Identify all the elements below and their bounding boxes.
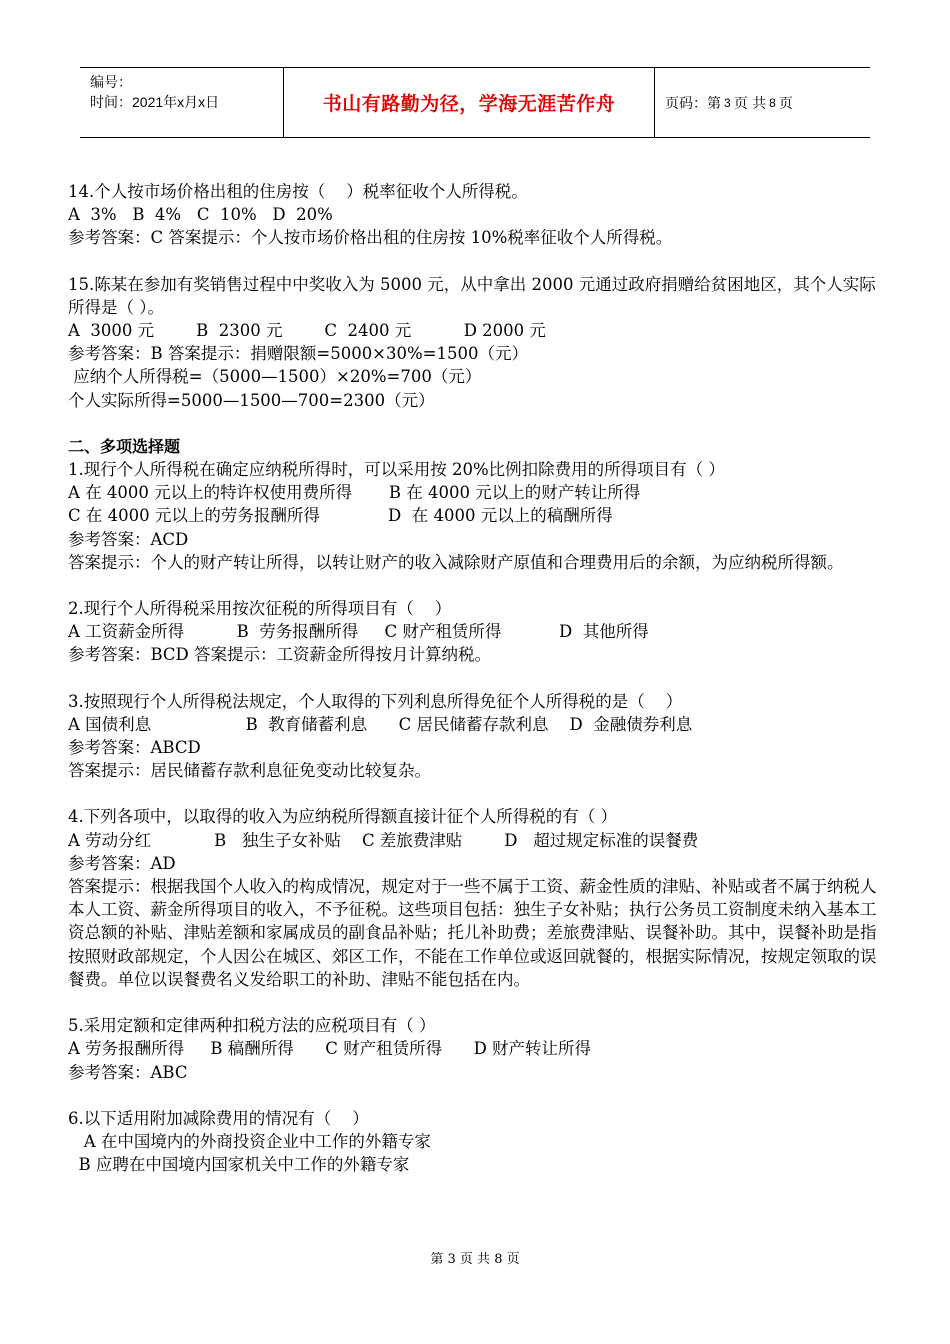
m2-options: A 工资薪金所得 B 劳务报酬所得 C 财产租赁所得 D 其他所得 <box>68 622 649 642</box>
q15-calc-income: 个人实际所得=5000—1500—700=2300（元） <box>68 390 435 410</box>
header-motto: 书山有路勤为径，学海无涯苦作舟 <box>322 93 616 115</box>
page-header <box>80 67 870 138</box>
page-total: 8 <box>769 95 776 110</box>
page-footer: 第 3 页 共 8 页 <box>430 1252 520 1267</box>
q15-answer: 参考答案：B 答案提示：捐赠限额=5000×30%=1500（元） <box>68 344 529 364</box>
q15-calc-tax: 应纳个人所得税=（5000—1500）×20%=700（元） <box>68 367 482 387</box>
page-mid: 页 共 <box>733 95 767 112</box>
q14-options: A 3% B 4% C 10% D 20% <box>68 205 333 225</box>
m1-options-ab: A 在 4000 元以上的特许权使用费所得 B 在 4000 元以上的财产转让所得 <box>68 483 641 503</box>
header-motto-cell <box>283 68 655 137</box>
q14-question: 14.个人按市场价格出租的住房按（ ）税率征收个人所得税。 <box>68 182 528 201</box>
m6-option-a: A 在中国境内的外商投资企业中工作的外籍专家 <box>68 1131 431 1151</box>
m1-answer: 参考答案：ACD <box>68 529 189 549</box>
m1-options-cd: C 在 4000 元以上的劳务报酬所得 D 在 4000 元以上的稿酬所得 <box>68 506 613 526</box>
q14-answer: 参考答案：C 答案提示：个人按市场价格出租的住房按 10%税率征收个人所得税。 <box>68 228 673 248</box>
m2-question: 2.现行个人所得税采用按次征税的所得项目有（ ） <box>68 599 452 619</box>
header-page-info <box>655 68 870 137</box>
m3-hint: 答案提示：居民储蓄存款利息征免变动比较复杂。 <box>68 761 431 781</box>
page-current: 3 <box>724 95 731 110</box>
m5-options: A 劳务报酬所得 B 稿酬所得 C 财产租赁所得 D 财产转让所得 <box>68 1039 592 1059</box>
page-prefix: 页码：第 <box>665 95 721 112</box>
document-time: 时间：2021年x月x日 <box>90 94 220 110</box>
m4-hint: 答案提示：根据我国个人收入的构成情况，规定对于一些不属于工资、薪金性质的津贴、补贴或者不属于纳税人本人工资、薪金所得项目的收入，不予征税。这些项目包括：独生子女补贴；执行公务员工资制度未纳入基本工资总额的补贴、津贴差额和家属成员的副食品补贴；托儿补助费；差旅费津贴、误餐补助。其中，误餐补助是指按照财政部规定，个人因公在城区、郊区工作，不能在工作单位或返回就餐的，根据实际情况，按规定领取的误餐费。单位以误餐费名义发给职工的补助、津贴不能包括在内。 <box>68 877 877 989</box>
m3-answer: 参考答案：ABCD <box>68 738 201 758</box>
m5-answer: 参考答案：ABC <box>68 1062 188 1082</box>
q15-question: 15.陈某在参加有奖销售过程中中奖收入为 5000 元，从中拿出 2000 元通过政府捐赠给贫困地区，其个人实际所得是（ ）。 <box>68 274 876 317</box>
m3-question: 3.按照现行个人所得税法规定，个人取得的下列利息所得免征个人所得税的是（ ） <box>68 691 683 711</box>
q15-options: A 3000 元 B 2300 元 C 2400 元 D 2000 元 <box>68 321 546 341</box>
m6-question: 6.以下适用附加减除费用的情况有（ ） <box>68 1108 369 1128</box>
m3-options: A 国债利息 B 教育储蓄利息 C 居民储蓄存款利息 D 金融债券利息 <box>68 714 693 734</box>
page-suffix: 页 <box>778 95 793 112</box>
m4-options: A 劳动分红 B 独生子女补贴 C 差旅费津贴 D 超过规定标准的误餐费 <box>68 830 699 850</box>
m1-hint: 答案提示：个人的财产转让所得，以转让财产的收入减除财产原值和合理费用后的余额，为应纳税所得额。 <box>68 552 844 572</box>
m1-question: 1.现行个人所得税在确定应纳税所得时，可以采用按 20%比例扣除费用的所得项目有（ ） <box>68 460 725 480</box>
document-number-label: 编号： <box>90 74 132 90</box>
m6-option-b: B 应聘在中国境内国家机关中工作的外籍专家 <box>68 1155 410 1175</box>
m5-question: 5.采用定额和定律两种扣税方法的应税项目有（ ） <box>68 1016 436 1036</box>
m4-question: 4.下列各项中，以取得的收入为应纳税所得额直接计征个人所得税的有（ ） <box>68 807 617 827</box>
header-meta <box>80 68 283 137</box>
m4-answer: 参考答案：AD <box>68 853 176 873</box>
document-body <box>68 180 886 1176</box>
section-title: 二、多项选择题 <box>68 436 181 456</box>
m2-answer: 参考答案：BCD 答案提示：工资薪金所得按月计算纳税。 <box>68 645 492 665</box>
